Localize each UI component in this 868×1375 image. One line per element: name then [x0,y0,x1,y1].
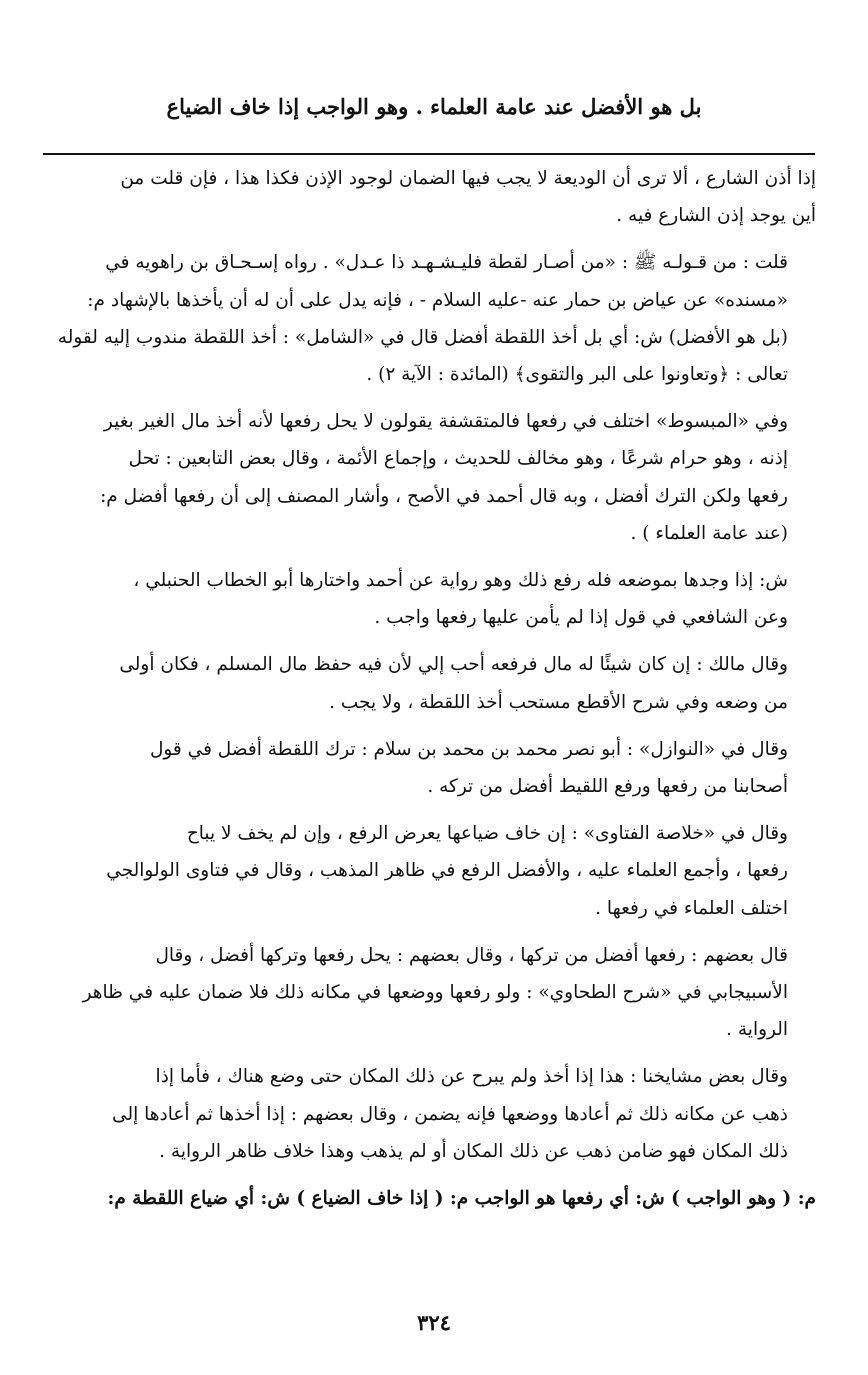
text-line: قلت : من قـولـه ﷺ : «من أصـار لقطة فليـشـهـد ذا عـدل» . رواه إسـحـاق بن راهويه في [105,252,788,274]
text-line: رفعها ولكن الترك أفضل ، وبه قال أحمد في الأصح ، وأشار المصنف إلى أن رفعها أفضل م: [100,485,788,507]
text-line: «مسنده» عن عياض بن حمار عنه -عليه السلام - ، فإنه يدل على أن له أن يأخذها بالإشهاد م: [87,289,788,311]
text-line: الرواية . [726,1019,788,1041]
text-line: من وضعه وفي شرح الأقطع مستحب أخذ اللقطة ، ولا يجب . [329,691,788,713]
paragraph-8 [46,937,816,1049]
text-line: أصحابنا من رفعها ورفع اللقيط أفضل من تركه . [427,776,788,798]
paragraph-5 [46,646,816,720]
text-line: إذنه ، وهو حرام شرعًا ، وهو مخالف للحديث ، وإجماع الأئمة ، وقال بعض التابعين : تحل [128,448,788,470]
text-line: ذهب عن مكانه ذلك ثم أعادها ووضعها فإنه يضمن ، وقال بعضهم : إذا أخذها ثم أعادها إلى [112,1103,788,1125]
text-line: قال بعضهم : رفعها أفضل من تركها ، وقال بعضهم : يحل رفعها وتركها أفضل ، وقال [155,944,788,966]
text-line: (بل هو الأفضل) ش: أي بل أخذ اللقطة أفضل قال في «الشامل» : أخذ اللقطة مندوب إليه لقوله [57,326,788,348]
running-header: بل هو الأفضل عند عامة العلماء . وهو الواجب إذا خاف الضياع [166,94,702,119]
paragraph-6 [46,731,816,805]
header-rule [43,153,815,155]
paragraph-9 [46,1058,816,1170]
paragraph-1 [46,160,816,234]
text-line: وفي «المبسوط» اختلف في رفعها فالمتقشفة يقولون لا يحل رفعها لأنه أخذ مال الغير بغير [103,411,788,433]
text-line: (عند عامة العلماء ) . [630,522,788,544]
body-text [46,160,816,1227]
text-line: رفعها ، وأجمع العلماء عليه ، والأفضل الرفع في ظاهر المذهب ، وقال في فتاوى الولوالجي [106,860,788,882]
text-line: وعن الشافعي في قول إذا لم يأمن عليها رفعها واجب . [374,607,788,629]
text-line: ذلك المكان فهو ضامن ذهب عن ذلك المكان أو لم يذهب وهذا خلاف ظاهر الرواية . [159,1140,788,1162]
paragraph-2 [46,244,816,393]
text-line: تعالى : ﴿وتعاونوا على البر والتقوى﴾ (المائدة : الآية ٢) . [366,364,788,386]
page-number: ٣٢٤ [417,1310,451,1335]
paragraph-4 [46,562,816,636]
paragraph-3 [46,403,816,552]
text-line: م: ( وهو الواجب ) ش: أي رفعها هو الواجب م: ( إذا خاف الضياع ) ش: أي ضياع اللقطة م: [107,1188,816,1210]
text-line: اختلف العلماء في رفعها . [595,897,788,919]
text-line: وقال بعض مشايخنا : هذا إذا أخذ ولم يبرح عن ذلك المكان حتى وضع هناك ، فأما إذا [155,1066,788,1088]
paragraph-7 [46,815,816,927]
paragraph-10 [46,1180,816,1217]
text-line: وقال في «خلاصة الفتاوى» : إن خاف ضياعها يعرض الرفع ، وإن لم يخف لا يباح [186,823,788,845]
text-line: ش: إذا وجدها بموضعه فله رفع ذلك وهو رواية عن أحمد واختارها أبو الخطاب الحنبلي ، [133,570,788,592]
text-line: إذا أذن الشارع ، ألا ترى أن الوديعة لا يجب فيها الضمان لوجود الإذن فكذا هذا ، فإن قلت من [120,168,816,189]
text-line: أين يوجد إذن الشارع فيه . [616,205,816,227]
text-line: وقال في «النوازل» : أبو نصر محمد بن محمد بن سلام : ترك اللقطة أفضل في قول [149,738,788,760]
text-line: الأسبيجابي في «شرح الطحاوي» : ولو رفعها ووضعها في مكانه ذلك فلا ضمان عليه في ظاهر [82,982,788,1004]
text-line: وقال مالك : إن كان شيئًا له مال فرفعه أحب إلي لأن فيه حفظ مال المسلم ، فكان أولى [119,654,788,676]
